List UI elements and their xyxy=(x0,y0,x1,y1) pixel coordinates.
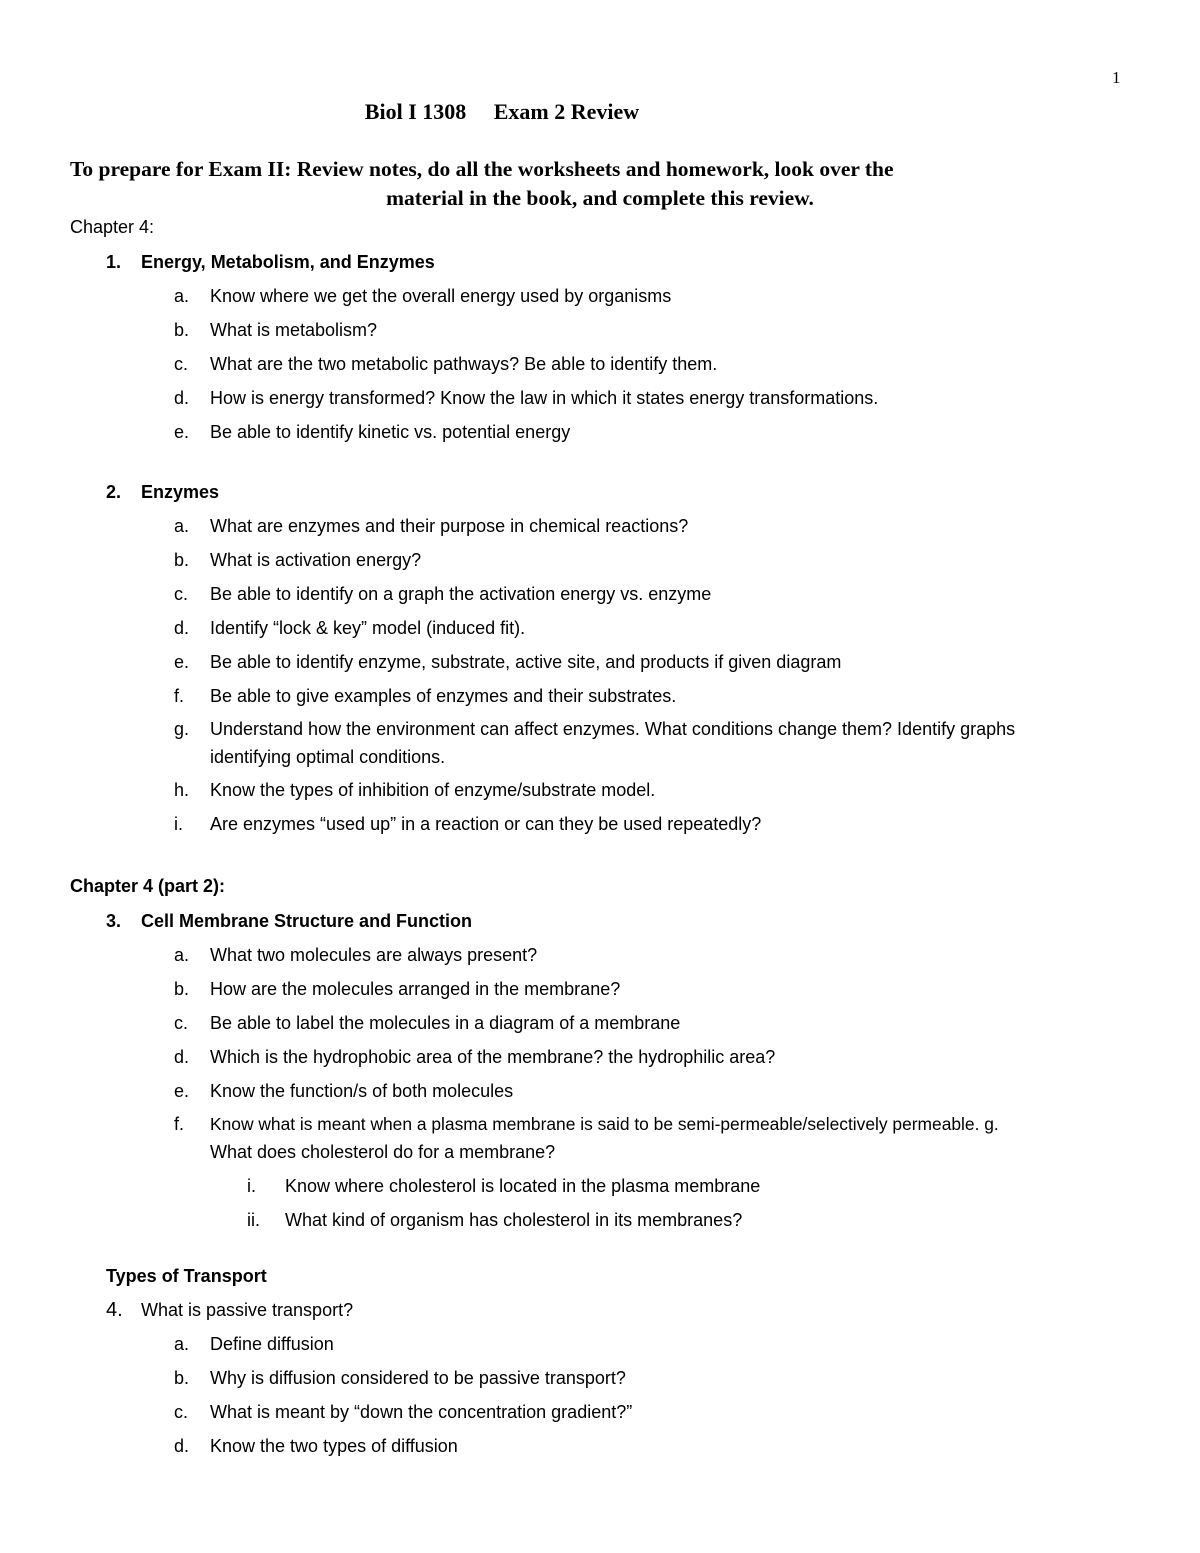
item-text: Define diffusion xyxy=(210,1334,334,1354)
item-text: How is energy transformed? Know the law in which it states energy transformations. xyxy=(210,388,879,408)
item-text: Why is diffusion considered to be passive transport? xyxy=(210,1368,626,1388)
item-label: d. xyxy=(174,618,190,638)
section-number: 4. xyxy=(106,1299,123,1321)
item-text: Be able to identify on a graph the activation energy vs. enzyme xyxy=(210,584,712,604)
item-text: Know the types of inhibition of enzyme/substrate model. xyxy=(210,780,656,800)
item-text: Identify “lock & key” model (induced fit). xyxy=(210,618,526,638)
item-text: Know what is meant when a plasma membrane is said to be semi-permeable/selectively permeable. g. xyxy=(210,1114,999,1134)
item-label: b. xyxy=(174,550,190,570)
section-number: 3. xyxy=(106,911,122,931)
item-label: e. xyxy=(174,652,190,672)
item-label: d. xyxy=(174,388,190,408)
item-label: b. xyxy=(174,1368,190,1388)
section-number: 1. xyxy=(106,252,122,272)
item-label: a. xyxy=(174,1334,190,1354)
subitem-label: i. xyxy=(247,1176,256,1196)
item-label: c. xyxy=(174,1013,189,1033)
item-label: e. xyxy=(174,1081,190,1101)
item-label: a. xyxy=(174,945,190,965)
chapter-heading: Chapter 4 (part 2): xyxy=(70,876,226,896)
item-label: e. xyxy=(174,422,190,442)
item-text-continued: identifying optimal conditions. xyxy=(210,747,446,767)
item-text-continued: What does cholesterol do for a membrane? xyxy=(210,1142,556,1162)
item-label: c. xyxy=(174,354,189,374)
item-text: Be able to identify enzyme, substrate, active site, and products if given diagram xyxy=(210,652,842,672)
item-text: What are the two metabolic pathways? Be able to identify them. xyxy=(210,354,718,374)
subsection-heading: Types of Transport xyxy=(106,1266,267,1286)
item-label: d. xyxy=(174,1047,190,1067)
item-text: How are the molecules arranged in the membrane? xyxy=(210,979,621,999)
item-label: b. xyxy=(174,320,190,340)
subitem-text: What kind of organism has cholesterol in its membranes? xyxy=(285,1210,743,1230)
item-text: Understand how the environment can affect enzymes. What conditions change them? Identify graphs xyxy=(210,719,1016,739)
intro-line-2: material in the book, and complete this review. xyxy=(386,186,814,210)
section-number: 2. xyxy=(106,482,122,502)
section-title: Cell Membrane Structure and Function xyxy=(141,911,473,931)
item-label: c. xyxy=(174,584,189,604)
section-title: What is passive transport? xyxy=(141,1300,354,1320)
item-text: What is metabolism? xyxy=(210,320,378,340)
item-text: What are enzymes and their purpose in chemical reactions? xyxy=(210,516,689,536)
item-text: What is meant by “down the concentration gradient?” xyxy=(210,1402,633,1422)
subitem-label: ii. xyxy=(247,1210,260,1230)
item-label: a. xyxy=(174,516,190,536)
section-title: Enzymes xyxy=(141,482,220,502)
item-text: Know the two types of diffusion xyxy=(210,1436,458,1456)
item-label: c. xyxy=(174,1402,189,1422)
item-label: d. xyxy=(174,1436,190,1456)
page-number: 1 xyxy=(1112,68,1121,87)
item-text: Are enzymes “used up” in a reaction or can they be used repeatedly? xyxy=(210,814,762,834)
item-text: Be able to label the molecules in a diagram of a membrane xyxy=(210,1013,681,1033)
chapter-heading: Chapter 4: xyxy=(70,217,155,237)
item-label: h. xyxy=(174,780,190,800)
page-title: Biol I 1308 Exam 2 Review xyxy=(364,99,640,124)
item-text: Know the function/s of both molecules xyxy=(210,1081,514,1101)
item-label: b. xyxy=(174,979,190,999)
item-text: What two molecules are always present? xyxy=(210,945,538,965)
item-label: f. xyxy=(174,686,185,706)
item-label: i. xyxy=(174,814,183,834)
item-text: Be able to identify kinetic vs. potential energy xyxy=(210,422,571,442)
intro-line-1: To prepare for Exam II: Review notes, do all the worksheets and homework, look over the xyxy=(70,157,894,181)
item-text: What is activation energy? xyxy=(210,550,422,570)
item-label: g. xyxy=(174,719,190,739)
subitem-text: Know where cholesterol is located in the plasma membrane xyxy=(285,1176,761,1196)
item-text: Be able to give examples of enzymes and their substrates. xyxy=(210,686,677,706)
section-title: Energy, Metabolism, and Enzymes xyxy=(141,252,435,272)
item-label: a. xyxy=(174,286,190,306)
item-label: f. xyxy=(174,1114,185,1134)
intro-paragraph xyxy=(70,155,1130,213)
item-text: Which is the hydrophobic area of the membrane? the hydrophilic area? xyxy=(210,1047,776,1067)
item-text: Know where we get the overall energy used by organisms xyxy=(210,286,672,306)
